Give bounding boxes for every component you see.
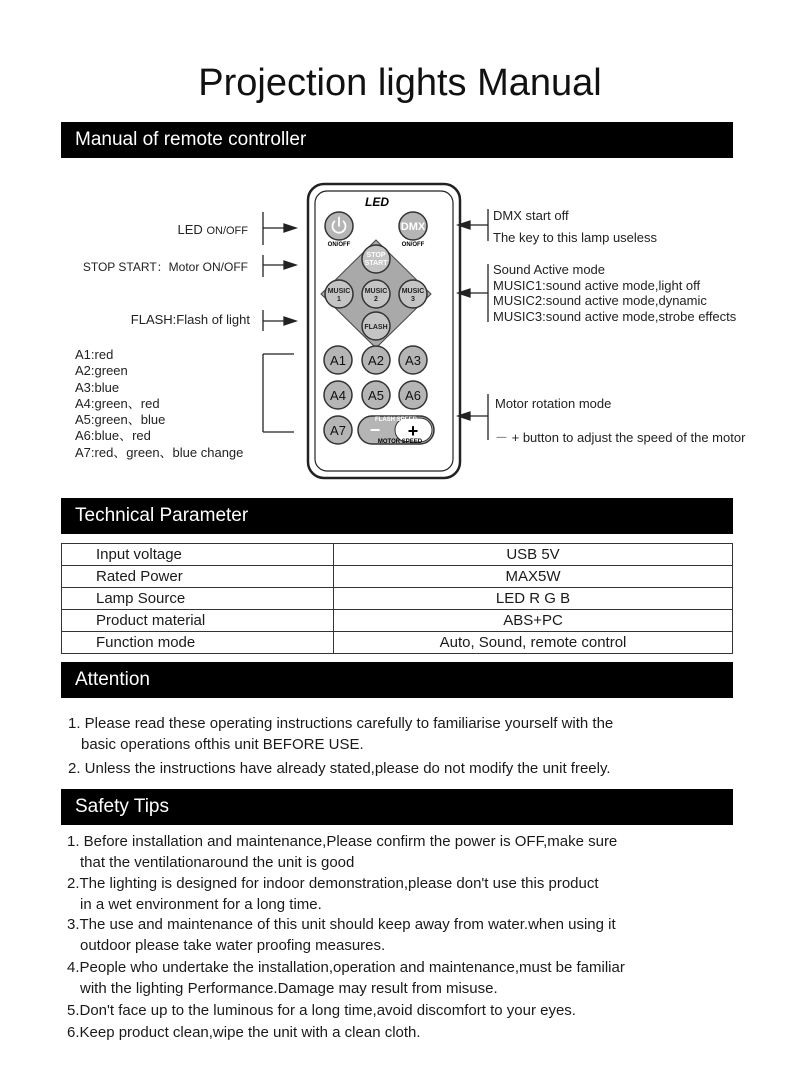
table-row (62, 544, 733, 566)
param-value: USB 5V (334, 544, 733, 566)
stop-start-label: STOP START：Motor ON/OFF (82, 260, 248, 274)
param-value: LED R G B (334, 588, 733, 610)
safety-line: 1. Before installation and maintenance,Please confirm the power is OFF,make sure (67, 833, 618, 850)
music2-desc: MUSIC2:sound active mode,dynamic (493, 293, 707, 308)
safety-item-5 (67, 1001, 576, 1022)
motor-label-2: － + button to adjust the speed of the motor (495, 430, 746, 445)
music1-key-label: MUSIC (327, 288, 351, 295)
a7-key-label: A7 (330, 423, 346, 438)
a3-key-label: A3 (405, 353, 421, 368)
attention-item-1 (68, 713, 613, 755)
motor-label-1: Motor rotation mode (495, 396, 612, 411)
stop-start-key (362, 245, 390, 273)
safety-line: that the ventilationaround the unit is good (80, 853, 355, 871)
dmx-label-1: DMX start off (493, 208, 569, 223)
left-pointers (263, 212, 296, 432)
dmx-key-label: DMX (400, 221, 426, 233)
music1-desc: MUSIC1:sound active mode,light off (493, 277, 701, 293)
table-row (62, 588, 733, 610)
table-row (62, 566, 733, 588)
color-a4: A4:green、red (75, 395, 160, 411)
sound-mode-title: Sound Active mode (493, 262, 606, 277)
music3-key-number: 3 (411, 296, 415, 303)
section-header-tech: Technical Parameter (61, 498, 733, 534)
stop-key-label: STOP (366, 252, 386, 259)
color-a1: A1:red (75, 347, 114, 362)
param-value: Auto, Sound, remote control (334, 632, 733, 654)
safety-line: 3.The use and maintenance of this unit should keep away from water.when using it (67, 916, 616, 933)
parameter-table (61, 543, 733, 654)
attention-line: 1. Please read these operating instructions carefully to familiarise yourself with the (68, 715, 614, 732)
param-name: Lamp Source (62, 588, 334, 610)
flash-label: FLASH:Flash of light (130, 312, 250, 327)
color-key-list (75, 347, 243, 461)
a5-key-label: A5 (368, 388, 384, 403)
section-header-attention: Attention (61, 662, 733, 698)
section-header-safety: Safety Tips (61, 789, 733, 825)
color-a2: A2:green (75, 363, 128, 379)
attention-line: basic operations ofthis unit BEFORE USE. (81, 736, 364, 753)
color-a7: A7:red、green、blue change (75, 444, 244, 460)
color-a5: A5:green、blue (75, 412, 166, 428)
music3-key-label: MUSIC (401, 288, 425, 295)
safety-item-2 (67, 874, 599, 915)
color-a3: A3:blue (75, 379, 120, 395)
flash-key-label: FLASH (364, 324, 388, 331)
color-a6: A6:blue、red (75, 428, 151, 444)
remote-brand: LED (365, 195, 389, 209)
safety-line: outdoor please take water proofing measures. (80, 936, 386, 954)
motor-speed-label: MOTOR SPEED (377, 439, 423, 445)
param-name: Input voltage (62, 544, 334, 566)
safety-line: 5.Don't face up to the luminous for a long time,avoid discomfort to your eyes. (67, 1002, 576, 1019)
music3-desc: MUSIC3:sound active mode,strobe effects (493, 308, 737, 324)
param-name: Function mode (62, 632, 334, 654)
param-value: ABS+PC (334, 610, 733, 632)
safety-line: with the lighting Performance.Damage may result from misuse. (80, 979, 498, 997)
safety-item-3 (67, 915, 616, 956)
start-key-label: START (364, 260, 388, 267)
music2-key-number: 2 (374, 296, 378, 303)
a6-key-label: A6 (405, 388, 421, 403)
safety-item-1 (67, 832, 617, 873)
section-header-remote: Manual of remote controller (61, 122, 733, 158)
attention-item-2 (68, 758, 611, 779)
page-title: Projection lights Manual (198, 62, 602, 104)
speed-minus-label: − (369, 420, 381, 440)
table-row (62, 610, 733, 632)
table-row (62, 632, 733, 654)
safety-line: 6.Keep product clean,wipe the unit with a clean cloth. (67, 1024, 421, 1041)
sound-mode-list (493, 262, 736, 324)
speed-plus-label: + (407, 421, 419, 441)
music2-key-label: MUSIC (364, 288, 388, 295)
safety-line: 2.The lighting is designed for indoor demonstration,please don't use this product (67, 875, 599, 892)
led-label-text: LED (177, 222, 203, 237)
a1-key-label: A1 (330, 353, 346, 368)
music1-key-number: 1 (337, 296, 341, 303)
param-name: Rated Power (62, 566, 334, 588)
a2-key-label: A2 (368, 353, 384, 368)
right-pointers (458, 209, 488, 440)
flash-speed-label: FLASH SPEED (374, 417, 418, 423)
led-onoff-label (178, 222, 248, 237)
safety-item-6 (67, 1023, 421, 1044)
param-name: Product material (62, 610, 334, 632)
safety-item-4 (67, 958, 625, 999)
dmx-label-2: The key to this lamp useless (493, 230, 658, 245)
param-value: MAX5W (334, 566, 733, 588)
led-label-sub: ON/OFF (206, 225, 248, 237)
a4-key-label: A4 (330, 388, 346, 403)
safety-line: in a wet environment for a long time. (80, 895, 322, 913)
power-key-sublabel: ON/OFF (327, 242, 351, 248)
attention-line: 2. Unless the instructions have already stated,please do not modify the unit freely. (68, 760, 611, 777)
safety-line: 4.People who undertake the installation,operation and maintenance,must be familiar (67, 959, 625, 976)
dmx-key-sublabel: ON/OFF (401, 242, 425, 248)
